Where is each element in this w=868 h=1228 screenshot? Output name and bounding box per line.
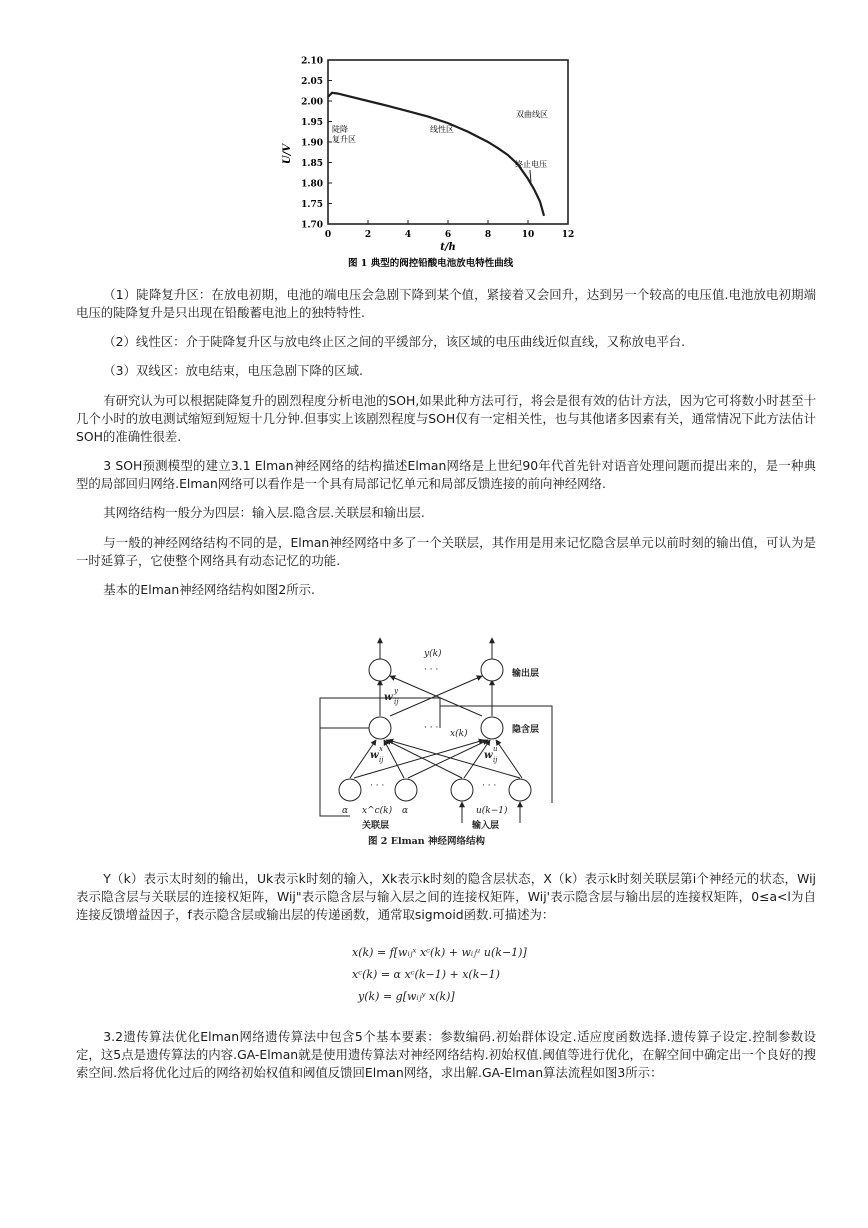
label-wx-sup: x — [379, 745, 383, 753]
label-uk1: u(k−1) — [476, 806, 508, 816]
paragraph-elman-intro: 3 SOH预测模型的建立3.1 Elman神经网络的结构描述Elman网络是上世纪90年代首先针对语音处理问题而提出来的，是一种典型的局部回归网络.Elman网络可以看作是一个具有局部记忆单元和局部反馈连接的前向神经网络. — [76, 458, 816, 491]
x-tick-label: 12 — [561, 230, 575, 240]
region-label-steep-2: 复升区 — [332, 135, 356, 144]
y-tick-label: 1.75 — [301, 200, 323, 210]
paragraph-hyperbolic-region: （3）双线区：放电结束，电压急剧下降的区域. — [103, 363, 363, 378]
region-label-linear: 线性区 — [430, 125, 454, 134]
label-wy-sub: ij — [394, 698, 399, 706]
y-tick-label: 2.05 — [301, 77, 323, 87]
label-xck: x^c(k) — [362, 806, 393, 816]
equation-1: x(k) = f[wᵢⱼˣ xᶜ(k) + wᵢⱼᵘ u(k−1)] — [352, 946, 527, 959]
figure2-caption: 图 2 Elman 神经网络结构 — [368, 836, 485, 847]
paragraph-figure2-ref: 基本的Elman神经网络结构如图2所示. — [103, 582, 315, 597]
context-neuron-2 — [395, 779, 417, 801]
y-axis-label: U/V — [282, 143, 293, 165]
elman-network-figure — [312, 628, 562, 850]
dots-hidden: · · · — [424, 723, 439, 733]
y-tick-label: 1.95 — [301, 118, 323, 128]
label-wy: w — [384, 692, 393, 703]
label-alpha-left: α — [342, 806, 349, 816]
y-tick-label: 1.90 — [301, 138, 323, 149]
dots-output: · · · — [424, 665, 439, 675]
label-hidden-layer: 隐含层 — [512, 725, 540, 735]
end-voltage-label: 终止电压 — [515, 160, 547, 169]
label-wu-sup: u — [493, 745, 498, 753]
y-tick-label: 2.00 — [301, 97, 323, 108]
label-wx-sub: ij — [379, 756, 384, 764]
x-tick-label: 10 — [521, 230, 535, 240]
paragraph-network-layers: 其网络结构一般分为四层：输入层.隐含层.关联层和输出层. — [103, 505, 425, 520]
label-wu: w — [484, 750, 493, 761]
equation-2: xᶜ(k) = α xᶜ(k−1) + x(k−1) — [352, 968, 500, 981]
label-context-layer: 关联层 — [362, 821, 390, 831]
label-input-layer: 输入层 — [472, 821, 500, 831]
input-neuron-2 — [509, 779, 531, 801]
conn-i1-h1 — [386, 740, 462, 778]
label-wx: w — [370, 750, 379, 761]
hidden-neuron-1 — [369, 717, 391, 739]
elman-equations — [352, 940, 542, 1010]
label-alpha-right: α — [402, 806, 409, 816]
equation-3: y(k) = g[wᵢⱼʸ x(k)] — [358, 990, 455, 1003]
label-output-layer: 输出层 — [512, 669, 540, 679]
output-neuron-2 — [481, 659, 503, 681]
dots-input: · · · — [482, 781, 497, 791]
plot-frame — [328, 60, 568, 224]
region-label-steep-1: 陡降 — [332, 125, 348, 134]
paragraph-soh-estimation: 有研究认为可以根据陡降复升的剧烈程度分析电池的SOH,如果此种方法可行，将会是很有效的估计方法，因为它可将数小时甚至十几个小时的放电测试缩短到短短十几分钟.但事实上该剧烈程度与SOH仅有一定相关性，也与其他诸多因素有关，通常情况下此方法估计SOH的准确性很差. — [76, 393, 816, 444]
x-axis-ticks — [325, 220, 574, 240]
paragraph-steep-rise-region: （1）陡降复升区：在放电初期，电池的端电压会急剧下降到某个值，紧接着又会回升，达到另一个较高的电压值.电池放电初期端电压的陡降复升是只出现在铅酸蓄电池上的独特特性. — [76, 287, 816, 320]
region-label-hyperbolic: 双曲线区 — [516, 110, 548, 119]
hidden-neuron-2 — [481, 717, 503, 739]
paragraph-context-layer: 与一般的神经网络结构不同的是，Elman神经网络中多了一个关联层，其作用是用来记忆隐含层单元以前时刻的输出值，可认为是一时延算子，它使整个网络具有动态记忆的功能. — [76, 535, 816, 568]
discharge-curve-line — [328, 93, 544, 216]
x-tick-label: 4 — [404, 230, 412, 240]
y-tick-label: 2.10 — [301, 56, 323, 67]
discharge-curve-figure — [268, 50, 588, 272]
figure1-caption: 图 1 典型的阀控铅酸电池放电特性曲线 — [348, 258, 514, 269]
y-tick-label: 1.85 — [301, 159, 323, 169]
paragraph-symbol-definitions: Y（k）表示太时刻的输出，Uk表示k时刻的输入，Xk表示k时刻的隐含层状态，X（k）表示k时刻关联层第i个神经元的状态，Wij表示隐含层与关联层的连接权矩阵，Wij"表示隐含层与输入层之间的连接权矩阵，Wij'表示隐含层与输出层的连接权矩阵，0≤a<l为自连接反馈增益因子，f表示隐含层或输出层的传递函数，通常取sigmoid函数.可描述为： — [76, 871, 816, 922]
x-tick-label: 2 — [364, 230, 372, 240]
y-tick-label: 1.70 — [301, 220, 323, 231]
x-axis-label: t/h — [440, 242, 456, 253]
output-neuron-1 — [369, 659, 391, 681]
y-tick-label: 1.80 — [301, 179, 323, 190]
paragraph-linear-region: （2）线性区：介于陡降复升区与放电终止区之间的平缓部分，该区域的电压曲线近似直线，又称放电平台. — [103, 334, 686, 349]
x-tick-label: 8 — [484, 230, 492, 240]
label-yk: y(k) — [424, 649, 442, 659]
dots-context: · · · — [370, 781, 385, 791]
label-wu-sub: ij — [493, 756, 498, 764]
context-neuron-1 — [339, 779, 361, 801]
input-neuron-1 — [451, 779, 473, 801]
label-xk: x(k) — [450, 729, 468, 739]
label-wy-sup: y — [394, 687, 398, 695]
paragraph-ga-elman: 3.2遗传算法优化Elman网络遗传算法中包含5个基本要素：参数编码.初始群体设定.适应度函数选择.遗传算子设定.控制参数设定，这5点是遗传算法的内容.GA-Elman就是使用遗传算法对神经网络结构.初始权值.阈值等进行优化，在解空间中确定出一个良好的搜索空间.然后将优化过后的网络初始权值和阈值反馈回Elman网络，求出解.GA-Elman算法流程如图3所示： — [76, 1029, 816, 1080]
x-tick-label: 6 — [444, 230, 452, 240]
x-tick-label: 0 — [324, 230, 332, 240]
conn-c2-h1 — [384, 740, 404, 778]
feedback-line-left — [320, 728, 370, 816]
